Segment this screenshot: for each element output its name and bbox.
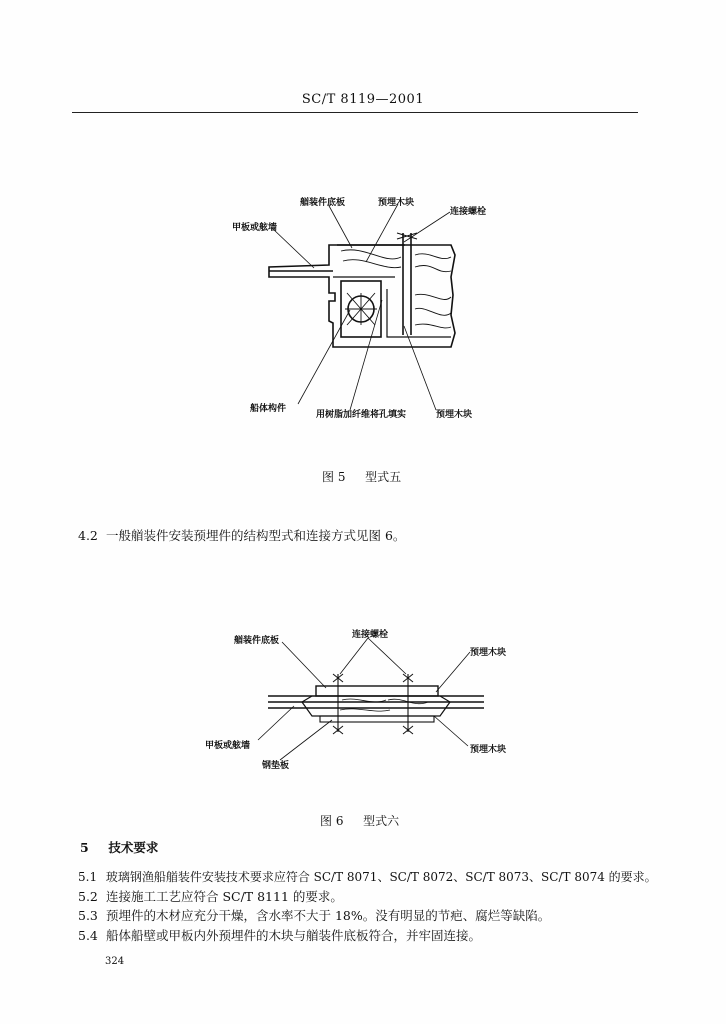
page-number: 324 bbox=[105, 956, 125, 967]
clause-5-4 bbox=[78, 926, 481, 944]
figure-6-caption-number: 图 6 bbox=[320, 814, 344, 828]
fig6-label-embedded-block-bottom: 预埋木块 bbox=[470, 745, 507, 755]
section-5-heading bbox=[80, 838, 158, 856]
fig6-label-embedded-block-top: 预埋木块 bbox=[470, 648, 507, 658]
clause-5-1-text: 玻璃钢渔船艏装件安装技术要求应符合 SC/T 8071、SC/T 8072、SC/T 8073、SC/T 8074 的要求。 bbox=[105, 870, 657, 884]
figure-6-caption bbox=[320, 812, 399, 829]
fig5-label-hull-member: 船体构件 bbox=[250, 404, 287, 414]
figure-5-caption-title: 型式五 bbox=[365, 470, 402, 484]
running-header: SC/T 8119—2001 bbox=[301, 92, 425, 107]
clause-5-2 bbox=[78, 887, 343, 905]
clause-4-2-text: 一般艏装件安装预埋件的结构型式和连接方式见图 6。 bbox=[105, 528, 406, 543]
clause-5-4-number: 5.4 bbox=[78, 928, 98, 943]
figure-5-caption-number: 图 5 bbox=[322, 470, 346, 484]
fig6-label-bolt: 连接螺栓 bbox=[352, 630, 389, 640]
fig6-label-deck-bulwark: 甲板或舷墙 bbox=[205, 741, 251, 751]
clause-5-3-number: 5.3 bbox=[78, 908, 98, 923]
clause-4-2-number: 4.2 bbox=[78, 528, 98, 543]
fig5-label-bolt: 连接螺栓 bbox=[450, 207, 487, 217]
clause-5-2-text: 连接施工工艺应符合 SC/T 8111 的要求。 bbox=[105, 889, 343, 904]
figure-5-caption bbox=[322, 468, 401, 485]
fig6-label-steel-plate: 钢垫板 bbox=[262, 761, 290, 771]
clause-5-1-number: 5.1 bbox=[78, 870, 98, 884]
fig5-label-fill-hole: 用树脂加纤维将孔填实 bbox=[316, 410, 407, 420]
clause-5-1 bbox=[78, 868, 657, 885]
clause-5-3 bbox=[78, 906, 550, 924]
fig5-label-embedded-block-top: 预埋木块 bbox=[378, 198, 415, 208]
clause-5-3-text: 预埋件的木材应充分干燥，含水率不大于 18%。没有明显的节疤、腐烂等缺陷。 bbox=[105, 908, 551, 923]
fig5-label-embedded-block-bottom: 预埋木块 bbox=[436, 410, 473, 420]
section-5-number: 5 bbox=[80, 840, 89, 855]
fig6-label-base-plate: 艏装件底板 bbox=[234, 636, 280, 646]
fig5-label-base-plate: 艏装件底板 bbox=[300, 198, 346, 208]
clause-4-2 bbox=[78, 526, 405, 544]
figure-6-caption-title: 型式六 bbox=[363, 814, 400, 828]
fig5-label-deck-bulwark: 甲板或舷墙 bbox=[232, 223, 278, 233]
section-5-title: 技术要求 bbox=[108, 840, 159, 855]
clause-5-2-number: 5.2 bbox=[78, 889, 98, 904]
clause-5-4-text: 船体船壁或甲板内外预埋件的木块与艏装件底板符合，并牢固连接。 bbox=[105, 928, 481, 943]
figure-5-leaders bbox=[0, 0, 726, 440]
